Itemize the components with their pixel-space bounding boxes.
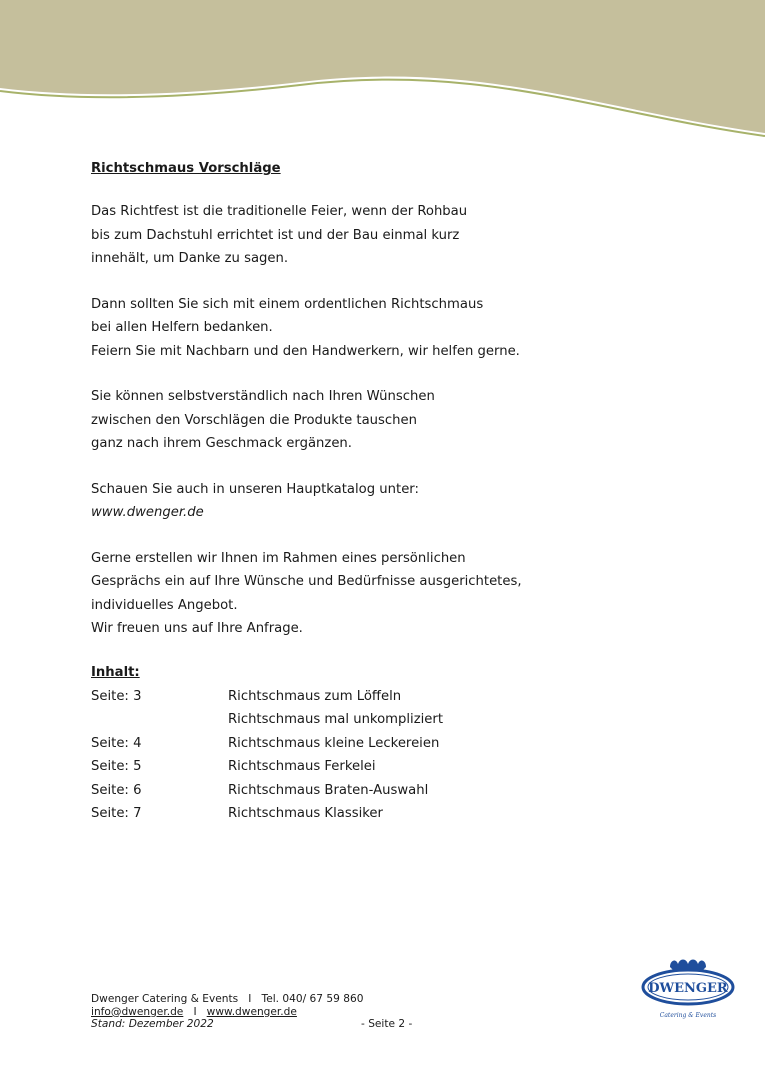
toc-entry-title: Richtschmaus Braten-Auswahl xyxy=(228,782,429,798)
paragraph-line: zwischen den Vorschlägen die Produkte tauschen xyxy=(91,412,417,428)
footer-company: Dwenger Catering & Events xyxy=(91,993,239,1005)
footer-email-link[interactable]: info@dwenger.de xyxy=(91,1005,184,1018)
footer-separator: I xyxy=(248,993,252,1005)
toc-row xyxy=(91,708,691,732)
main-content xyxy=(91,160,691,826)
paragraph-line: Sie können selbstverständlich nach Ihren Wünschen xyxy=(91,389,435,404)
toc-page-number: Seite: 5 xyxy=(91,759,142,775)
footer-contact-line xyxy=(91,993,421,1006)
paragraph-line: Gerne erstellen wir Ihnen im Rahmen eines persönlichen xyxy=(91,550,466,566)
paragraph-line: innehält, um Danke zu sagen. xyxy=(91,251,289,266)
header-wave-fill xyxy=(0,0,765,133)
footer-stand-date: Stand: Dezember 2022 xyxy=(91,1018,214,1030)
logo-tagline: Catering & Events xyxy=(659,1012,717,1019)
toc-entry-title: Richtschmaus kleine Leckereien xyxy=(228,735,440,751)
paragraph-line: Gesprächs ein auf Ihre Wünsche und Bedürfnisse ausgerichtetes, xyxy=(91,574,522,589)
toc-rows xyxy=(91,685,691,827)
dwenger-logo xyxy=(640,955,736,1023)
paragraph xyxy=(91,293,691,364)
page-number: - Seite 2 - xyxy=(361,1018,413,1030)
footer xyxy=(91,993,421,1031)
paragraph-line: Das Richtfest ist die traditionelle Feier, wenn der Rohbau xyxy=(91,204,468,219)
toc-page-number: Seite: 7 xyxy=(91,806,142,822)
toc-row xyxy=(91,779,691,803)
footer-website-link[interactable]: www.dwenger.de xyxy=(206,1005,297,1018)
toc-entry-title: Richtschmaus zum Löffeln xyxy=(228,688,402,704)
paragraph xyxy=(91,547,691,641)
paragraph-line: ganz nach ihrem Geschmack ergänzen. xyxy=(91,436,352,451)
footer-stand-line xyxy=(91,1018,421,1031)
paragraph-line: Dann sollten Sie sich mit einem ordentlichen Richtschmaus xyxy=(91,296,484,312)
paragraph-line: Feiern Sie mit Nachbarn und den Handwerkern, wir helfen gerne. xyxy=(91,343,520,359)
toc-page-number: Seite: 3 xyxy=(91,688,142,704)
document-title: Richtschmaus Vorschläge xyxy=(91,161,281,176)
toc-page-number xyxy=(91,708,228,732)
paragraph xyxy=(91,200,691,271)
paragraph-line: individuelles Angebot. xyxy=(91,597,238,613)
toc-row xyxy=(91,755,691,779)
footer-separator: I xyxy=(193,1005,197,1018)
toc-row xyxy=(91,802,691,826)
toc-page-number: Seite: 4 xyxy=(91,735,142,751)
footer-phone: Tel. 040/ 67 59 860 xyxy=(261,993,364,1005)
paragraph xyxy=(91,478,691,525)
toc-entry-title: Richtschmaus mal unkompliziert xyxy=(228,712,444,728)
paragraph-line: Schauen Sie auch in unseren Hauptkatalog unter: xyxy=(91,481,419,497)
paragraph xyxy=(91,385,691,456)
toc-row xyxy=(91,732,691,756)
toc-page-number: Seite: 6 xyxy=(91,782,142,798)
paragraph-line: bis zum Dachstuhl errichtet ist und der Bau einmal kurz xyxy=(91,227,460,243)
paragraph-line: Wir freuen uns auf Ihre Anfrage. xyxy=(91,621,303,636)
footer-links-line xyxy=(91,1006,421,1019)
logo-name: DWENGER xyxy=(648,981,728,996)
toc-entry-title: Richtschmaus Klassiker xyxy=(228,806,383,822)
table-of-contents xyxy=(91,663,691,827)
header-wave-banner xyxy=(0,0,765,140)
intro-text xyxy=(91,200,691,641)
paragraph-line: bei allen Helfern bedanken. xyxy=(91,320,273,335)
toc-entry-title: Richtschmaus Ferkelei xyxy=(228,759,376,775)
website-url[interactable]: www.dwenger.de xyxy=(91,505,204,520)
toc-row xyxy=(91,685,691,709)
toc-heading: Inhalt: xyxy=(91,664,140,680)
